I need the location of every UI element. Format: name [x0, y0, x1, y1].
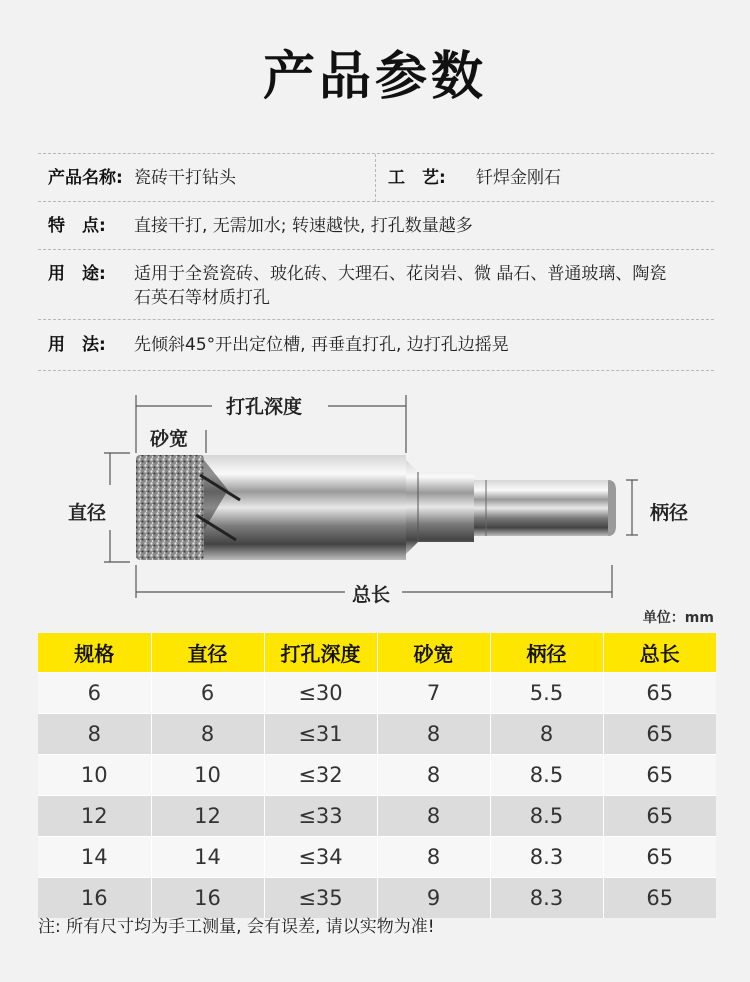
table-row: [38, 714, 716, 755]
table-cell: 65: [603, 673, 716, 714]
shank-diameter-label: 柄径: [646, 498, 692, 525]
product-name-value: 瓷砖干打钻头: [134, 168, 236, 188]
table-cell: 65: [603, 714, 716, 755]
table-cell: 8: [377, 755, 490, 796]
table-cell: 8: [38, 714, 151, 755]
table-cell: 8.5: [490, 796, 603, 837]
use-label: 用 途:: [48, 264, 106, 284]
table-cell: 16: [151, 878, 264, 919]
table-cell: 6: [38, 673, 151, 714]
table-cell: 16: [38, 878, 151, 919]
table-row: [38, 796, 716, 837]
craft-label: 工 艺:: [388, 168, 446, 188]
header-shank: 柄径: [490, 633, 603, 673]
table-cell: 8: [377, 796, 490, 837]
table-cell: 8.5: [490, 755, 603, 796]
spec-divider: [375, 154, 376, 202]
spec-row-name-craft: [38, 153, 714, 202]
method-value: 先倾斜45°开出定位槽, 再垂直打孔, 边打孔边摇晃: [134, 335, 509, 355]
table-cell: 7: [377, 673, 490, 714]
feature-label: 特 点:: [48, 216, 106, 236]
table-cell: 65: [603, 796, 716, 837]
table-cell: 65: [603, 837, 716, 878]
spec-row-feature: [38, 201, 714, 250]
table-cell: 10: [151, 755, 264, 796]
drill-bit-diagram: [0, 380, 750, 630]
use-value-line1: 适用于全瓷瓷砖、玻化砖、大理石、花岗岩、微 晶石、普通玻璃、陶瓷: [134, 264, 667, 284]
table-cell: 9: [377, 878, 490, 919]
feature-value: 直接干打, 无需加水; 转速越快, 打孔数量越多: [134, 216, 473, 236]
table-cell: ≤35: [264, 878, 377, 919]
table-cell: ≤31: [264, 714, 377, 755]
footnote: 注: 所有尺寸均为手工测量, 会有误差, 请以实物为准!: [38, 917, 435, 937]
page-title: 产品参数: [262, 47, 487, 107]
table-cell: ≤32: [264, 755, 377, 796]
header-length: 总长: [603, 633, 716, 673]
grit-width-label: 砂宽: [146, 424, 192, 451]
depth-label: 打孔深度: [222, 392, 306, 419]
total-length-label: 总长: [348, 580, 394, 607]
table-cell: 8.3: [490, 837, 603, 878]
table-cell: 8: [490, 714, 603, 755]
spec-row-method: [38, 319, 714, 371]
table-cell: ≤33: [264, 796, 377, 837]
header-diameter: 直径: [151, 633, 264, 673]
spec-row-use: [38, 249, 714, 320]
unit-label: 单位：mm: [642, 610, 714, 626]
table-cell: 14: [38, 837, 151, 878]
table-cell: 12: [151, 796, 264, 837]
table-cell: 65: [603, 755, 716, 796]
table-cell: 8: [151, 714, 264, 755]
diameter-label: 直径: [64, 498, 110, 525]
use-value-line2: 石英石等材质打孔: [134, 288, 270, 308]
table-cell: 8: [377, 714, 490, 755]
header-depth: 打孔深度: [264, 633, 377, 673]
table-cell: 14: [151, 837, 264, 878]
table-cell: ≤34: [264, 837, 377, 878]
table-cell: 5.5: [490, 673, 603, 714]
table-row: [38, 673, 716, 714]
table-cell: 10: [38, 755, 151, 796]
table-cell: 8.3: [490, 878, 603, 919]
table-row: [38, 755, 716, 796]
craft-value: 钎焊金刚石: [476, 168, 561, 188]
table-cell: 65: [603, 878, 716, 919]
method-label: 用 法:: [48, 335, 106, 355]
table-cell: 8: [377, 837, 490, 878]
table-header-row: [38, 633, 716, 673]
table-row: [38, 837, 716, 878]
product-name-label: 产品名称:: [48, 168, 123, 188]
spec-table: [38, 633, 716, 918]
table-cell: 6: [151, 673, 264, 714]
table-cell: ≤30: [264, 673, 377, 714]
header-size: 规格: [38, 633, 151, 673]
header-grit-width: 砂宽: [377, 633, 490, 673]
table-cell: 12: [38, 796, 151, 837]
